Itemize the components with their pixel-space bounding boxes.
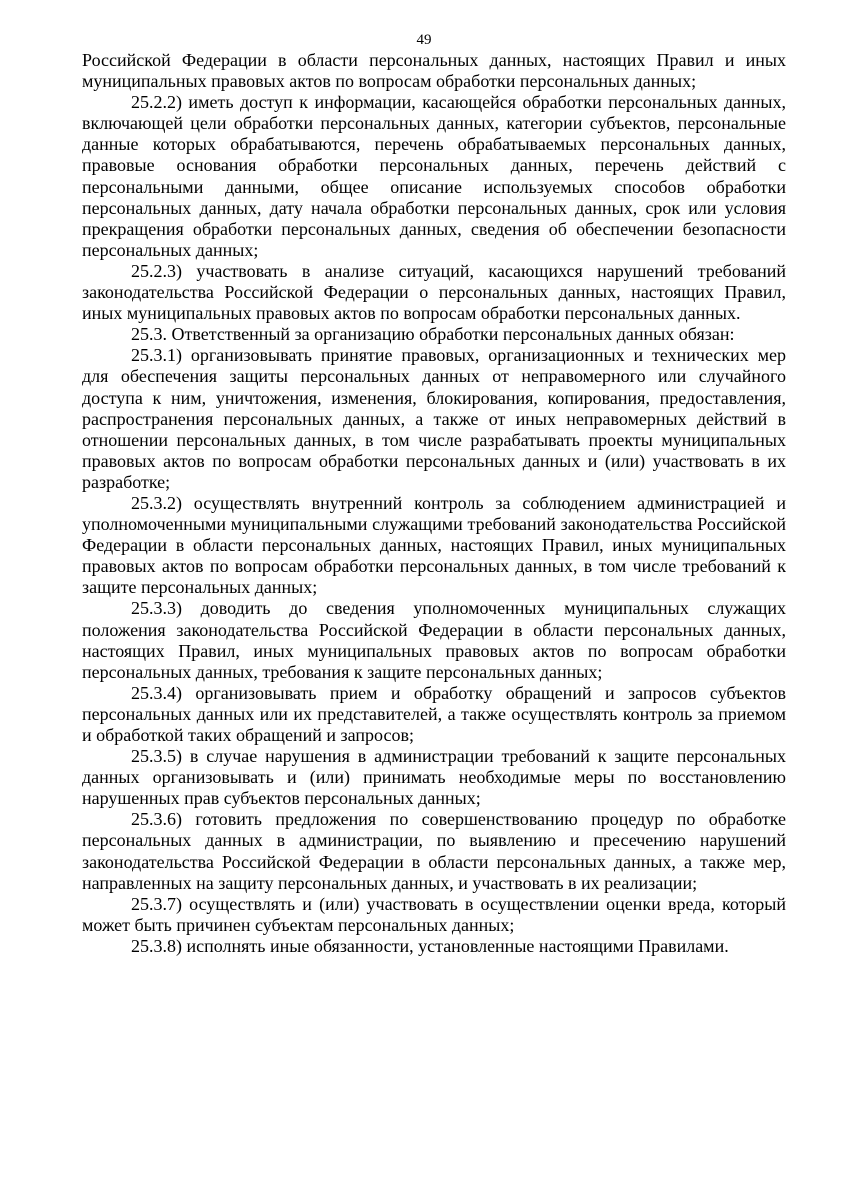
paragraph-25-3-5: 25.3.5) в случае нарушения в администрации требований к защите персональных данных организовывать и (или) принимать необходимые меры по восстановлению нарушенных прав субъектов персональных данных; [82,746,786,809]
paragraph-25-3-1: 25.3.1) организовывать принятие правовых, организационных и технических мер для обеспечения защиты персональных данных от неправомерного или случайного доступа к ним, уничтожения, изменения, блокирования, копирования, предоставления, распространения персональных данных, а также от иных неправомерных действий в отношении персональных данных, в том числе разрабатывать проекты муниципальных правовых актов по вопросам обработки персональных данных и (или) участвовать в их разработке; [82,345,786,492]
paragraph-25-3-8: 25.3.8) исполнять иные обязанности, установленные настоящими Правилами. [131,935,729,956]
paragraph-25-3-4: 25.3.4) организовывать прием и обработку обращений и запросов субъектов персональных данных или их представителей, а также осуществлять контроль за приемом и обработкой таких обращений и запросов; [82,682,786,745]
paragraph-25-2-3: 25.2.3) участвовать в анализе ситуаций, касающихся нарушений требований законодательства Российской Федерации о персональных данных, настоящих Правил, иных муниципальных правовых актов по вопросам обработки персональных данных. [82,260,786,324]
paragraph-25-3: 25.3. Ответственный за организацию обработки персональных данных обязан: [131,324,735,345]
paragraph-continuation: Российской Федерации в области персональных данных, настоящих Правил и иных муниципальных правовых актов по вопросам обработки персональных данных; [82,50,786,92]
paragraph-25-2-2: 25.2.2) иметь доступ к информации, касающейся обработки персональных данных, включающей цели обработки персональных данных, категории субъектов, персональные данные которых обрабатываются, перечень обрабатываемых персональных данных, правовые основания обработки персональных данных, перечень действий с персональными данными, общее описание используемых способов обработки персональных данных, дату начала обработки персональных данных, срок или условия прекращения обработки персональных данных, сведения об обеспечении безопасности персональных данных; [82,92,786,260]
page-number: 49 [416,32,432,48]
paragraph-25-3-2: 25.3.2) осуществлять внутренний контроль за соблюдением администрацией и уполномоченными муниципальными служащими требований законодательства Российской Федерации в области персональных данных, настоящих Правил, иных муниципальных правовых актов по вопросам обработки персональных данных, в том числе требований к защите персональных данных; [82,492,786,598]
paragraph-25-3-3: 25.3.3) доводить до сведения уполномоченных муниципальных служащих положения законодательства Российской Федерации в области персональных данных, настоящих Правил, иных муниципальных правовых актов по вопросам обработки персональных данных, требования к защите персональных данных; [82,598,786,682]
document-body [82,50,786,957]
paragraph-25-3-6: 25.3.6) готовить предложения по совершенствованию процедур по обработке персональных данных в администрации, по выявлению и пресечению нарушений законодательства Российской Федерации в области персональных данных, а также мер, направленных на защиту персональных данных, и участвовать в их реализации; [82,809,786,893]
paragraph-25-3-7: 25.3.7) осуществлять и (или) участвовать в осуществлении оценки вреда, который может быть причинен субъектам персональных данных; [82,893,786,935]
